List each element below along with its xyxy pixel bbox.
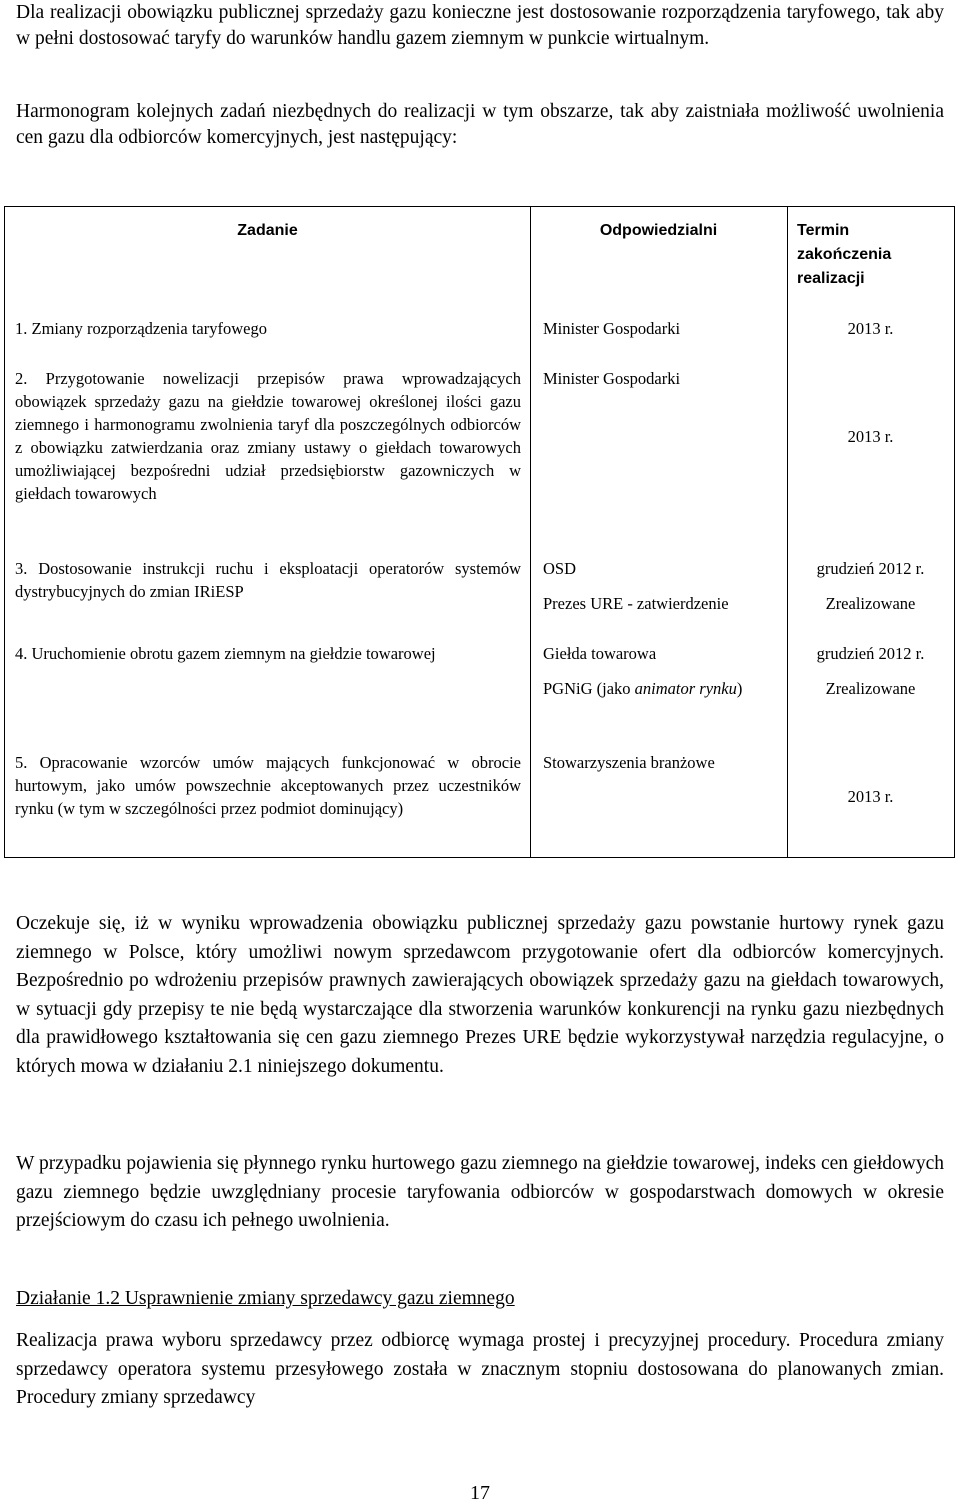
body-paragraph-1: Oczekuje się, iż w wyniku wprowadzenia obowiązku publicznej sprzedaży gazu powstanie hurtowy rynek gazu ziemnego w Polsce, który umożliwi nowym sprzedawcom przygotowanie ofert dla odbiorców komercyjnych. Bezpośrednio po wdrożeniu przepisów prawnych zawierających obowiązek sprzedaży gazu na giełdach towarowych, w sytuacji gdy przepisy te nie będą wystarczające dla stworzenia warunków konkurencji na rynku gazu niezbędnych dla prawidłowego kształtowania się cen gazu ziemnego Prezes URE będzie wykorzystywał narzędzia regulacyjne, o których mowa w działaniu 2.1 niniejszego dokumentu. (16, 913, 944, 1077)
body-paragraph-2: W przypadku pojawienia się płynnego rynku hurtowego gazu ziemnego na giełdzie towarowej, indeks cen giełdowych gazu ziemnego będzie uwzględniany procesie taryfowania odbiorców w gospodarstwach domowych w okresie przejściowym do czasu ich pełnego uwolnienia. (16, 1153, 944, 1231)
row4-resp-role: animator rynku (634, 679, 737, 698)
intro-section-2 (16, 99, 944, 151)
intro-paragraph-2: Harmonogram kolejnych zadań niezbędnych do realizacji w tym obszarze, tak aby zaistniała możliwość uwolnienia cen gazu dla odbiorców komercyjnych, jest następujący: (16, 101, 944, 148)
column-divider (530, 207, 531, 857)
row2-deadline: 2013 r. (847, 427, 894, 446)
section-heading: Działanie 1.2 Usprawnienie zmiany sprzedawcy gazu ziemnego (16, 1288, 515, 1309)
row3-responsible: OSD (543, 559, 577, 578)
row3-deadline: grudzień 2012 r. (816, 559, 925, 578)
schedule-table (4, 206, 955, 858)
row1-responsible: Minister Gospodarki (543, 319, 681, 338)
body-paragraph-1-wrap (16, 910, 944, 1081)
row5-task: 5. Opracowanie wzorców umów mających funkcjonować w obrocie hurtowym, jako umów powszechnie akceptowanych przez uczestników rynku (w tym w szczególności przez podmiot dominujący) (15, 753, 521, 818)
row4-task: 4. Uruchomienie obrotu gazem ziemnym na giełdzie towarowej (15, 644, 436, 663)
row4-resp-suffix: ) (736, 679, 743, 698)
header-deadline: Termin zakończenia realizacji (797, 222, 892, 287)
row1-task: 1. Zmiany rozporządzenia taryfowego (15, 319, 267, 338)
row3-task: 3. Dostosowanie instrukcji ruchu i eksploatacji operatorów systemów dystrybucyjnych do zmian IRiESP (15, 559, 521, 601)
row2-responsible: Minister Gospodarki (543, 369, 681, 388)
row4-status: Zrealizowane (825, 679, 916, 698)
row5-responsible: Stowarzyszenia branżowe (543, 753, 715, 772)
row3-approver: Prezes URE - zatwierdzenie (543, 594, 729, 613)
row4-deadline: grudzień 2012 r. (816, 644, 925, 663)
row3-status: Zrealizowane (825, 594, 916, 613)
row4-responsible: Giełda towarowa (543, 644, 657, 663)
row4-secondary-responsible (543, 677, 743, 700)
body-paragraph-2-wrap (16, 1150, 944, 1236)
row5-deadline: 2013 r. (847, 787, 894, 806)
row1-deadline: 2013 r. (847, 319, 894, 338)
body-paragraph-3: Realizacja prawa wyboru sprzedawcy przez odbiorcę wymaga prostej i precyzyjnej procedury. Procedura zmiany sprzedawcy operatora systemu przesyłowego została w znacznym stopniu dostosowana do planowanych zmian. Procedury zmiany sprzedawcy (16, 1330, 944, 1408)
row4-resp-prefix: PGNiG (jako (543, 679, 635, 698)
body-paragraph-3-wrap (16, 1327, 944, 1413)
column-divider (787, 207, 788, 857)
header-task: Zadanie (237, 222, 298, 239)
header-responsible: Odpowiedzialni (599, 222, 718, 239)
row2-task: 2. Przygotowanie nowelizacji przepisów prawa wprowadzających obowiązek sprzedaży gazu na giełdzie towarowej określonej ilości gazu ziemnego i harmonogramu zwolnienia taryf dla poszczególnych odbiorców z obowiązku zatwierdzania oraz zmiany ustawy o giełdach towarowych umożliwiającej bezpośredni udział przedsiębiorstw gazowniczych w giełdach towarowych (15, 369, 521, 503)
page-number: 17 (470, 1482, 490, 1504)
intro-paragraph-1: Dla realizacji obowiązku publicznej sprzedaży gazu konieczne jest dostosowanie rozporządzenia taryfowego, tak aby w pełni dostosować taryfy do warunków handlu gazem ziemnym w punkcie wirtualnym. (16, 2, 944, 49)
intro-section (16, 0, 944, 52)
